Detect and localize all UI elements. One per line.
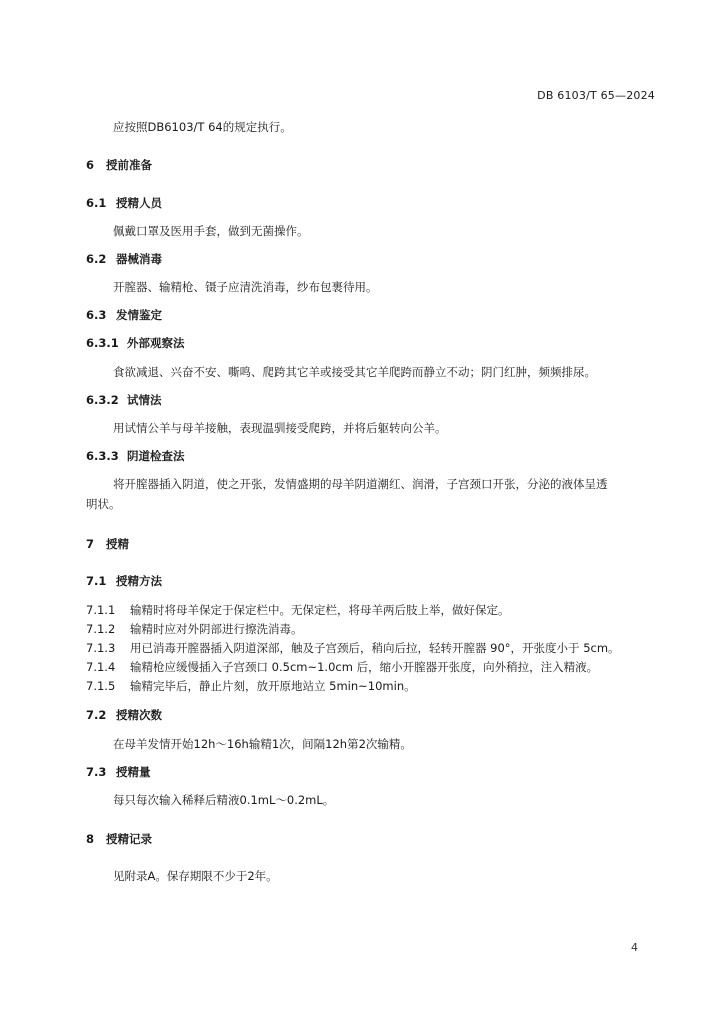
paragraph: 用试情公羊与母羊接触，表现温驯接受爬跨，并将后躯转向公羊。: [113, 421, 447, 435]
section-number: 7: [86, 537, 95, 551]
section-number: 6.3.3: [86, 449, 119, 463]
page-number: 4: [631, 941, 638, 954]
section-number: 7.1: [86, 574, 107, 588]
clause-number: 7.1.2: [86, 622, 116, 636]
section-heading-6-3: [86, 307, 724, 323]
section-number: 6.1: [86, 196, 107, 210]
section-title: 授精记录: [106, 832, 152, 846]
clause-number: 7.1.1: [86, 603, 116, 617]
paragraph: 应按照DB6103/T 64的规定执行。: [113, 120, 292, 134]
section-number: 6.2: [86, 252, 107, 266]
section-heading-6-1: [86, 195, 724, 211]
section-heading-7-3: [86, 764, 724, 780]
section-title: 授精量: [116, 765, 151, 779]
paragraph: 食欲减退、兴奋不安、嘶鸣、爬跨其它羊或接受其它羊爬跨而静立不动；阴门红肿，频频排尿。: [113, 365, 596, 379]
section-title: 授精: [106, 537, 129, 551]
section-number: 6.3.1: [86, 336, 119, 350]
clause-number: 7.1.3: [86, 641, 116, 655]
clause-7-1-5: [86, 678, 724, 694]
section-number: 6.3: [86, 308, 107, 322]
paragraph: 佩戴口罩及医用手套，做到无菌操作。: [113, 224, 309, 238]
section-title: 外部观察法: [127, 336, 185, 350]
clause-text: 输精枪应缓慢插入子宫颈口 0.5cm~1.0cm 后，缩小开膣器开张度，向外稍拉，注入精液。: [130, 660, 599, 674]
paragraph: 将开膣器插入阴道，使之开张，发情盛期的母羊阴道潮红、润滑，子宫颈口开张，分泌的液体呈透: [113, 477, 608, 491]
clause-7-1-3: [86, 640, 724, 656]
section-title: 发情鉴定: [116, 308, 162, 322]
section-number: 7.3: [86, 765, 107, 779]
section-heading-6: [86, 157, 724, 173]
document-code-header: DB 6103/T 65—2024: [537, 89, 655, 102]
clause-7-1-4: [86, 659, 724, 675]
paragraph: 开膣器、输精枪、镊子应清洗消毒，纱布包裹待用。: [113, 280, 378, 294]
clause-7-1-2: [86, 621, 724, 637]
section-heading-8: [86, 831, 724, 847]
section-title: 授精方法: [116, 574, 162, 588]
clause-number: 7.1.4: [86, 660, 116, 674]
paragraph: 在母羊发情开始12h～16h输精1次，间隔12h第2次输精。: [113, 737, 412, 751]
section-heading-6-2: [86, 251, 724, 267]
section-heading-6-3-2: [86, 392, 724, 408]
section-heading-6-3-3: [86, 448, 724, 464]
section-title: 授精人员: [116, 196, 162, 210]
paragraph: 每只每次输入稀释后精液0.1mL～0.2mL。: [113, 793, 335, 807]
section-number: 6: [86, 158, 95, 172]
section-heading-7: [86, 536, 724, 552]
clause-7-1-1: [86, 602, 724, 618]
section-heading-7-1: [86, 573, 724, 589]
section-heading-7-2: [86, 707, 724, 723]
section-heading-6-3-1: [86, 335, 724, 351]
section-number: 8: [86, 832, 95, 846]
clause-text: 输精时应对外阴部进行擦洗消毒。: [130, 622, 303, 636]
clause-text: 用已消毒开膣器插入阴道深部，触及子宫颈后，稍向后拉，轻转开膣器 90°，开张度小于 5cm。: [130, 641, 620, 655]
section-title: 阴道检查法: [127, 449, 185, 463]
paragraph: 见附录A。保存期限不少于2年。: [113, 869, 278, 883]
section-number: 7.2: [86, 708, 107, 722]
section-title: 授精次数: [116, 708, 162, 722]
section-title: 器械消毒: [116, 252, 162, 266]
clause-number: 7.1.5: [86, 679, 116, 693]
paragraph-continuation: 明状。: [86, 497, 121, 511]
clause-text: 输精完毕后，静止片刻，放开原地站立 5min~10min。: [130, 679, 416, 693]
clause-text: 输精时将母羊保定于保定栏中。无保定栏，将母羊两后肢上举，做好保定。: [130, 603, 510, 617]
section-title: 试情法: [127, 393, 162, 407]
section-title: 授前准备: [106, 158, 152, 172]
section-number: 6.3.2: [86, 393, 119, 407]
